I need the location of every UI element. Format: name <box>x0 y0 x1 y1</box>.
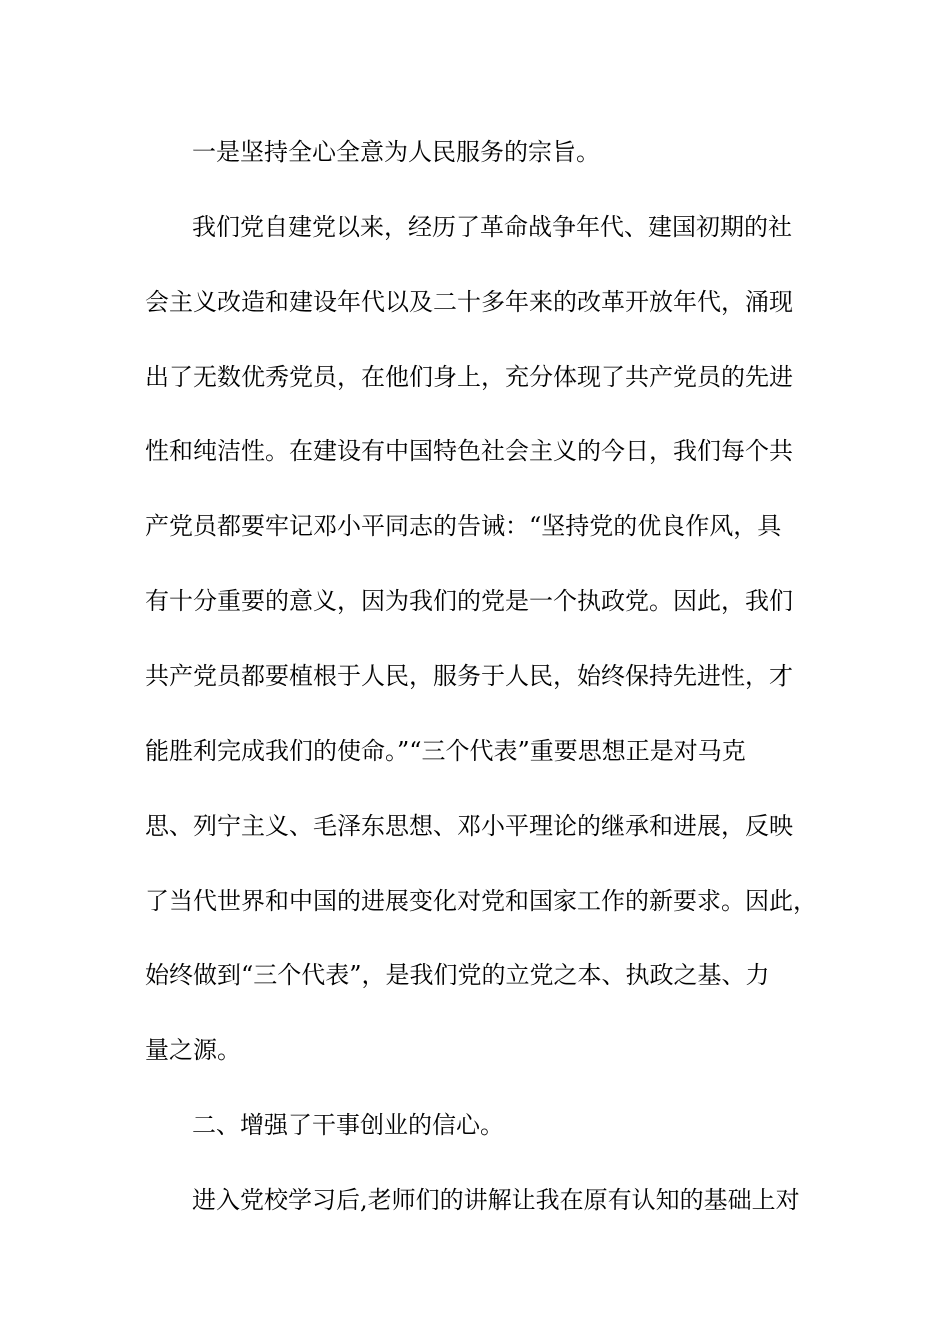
text-line: 会主义改造和建设年代以及二十多年来的改革开放年代，涌现 <box>145 288 793 316</box>
text-line: 量之源。 <box>145 1036 241 1064</box>
text-line: 能胜利完成我们的使命。”“三个代表”重要思想正是对马克 <box>145 737 746 765</box>
text-line: 思、列宁主义、毛泽东思想、邓小平理论的继承和进展，反映 <box>145 812 793 840</box>
paragraph-heading-2: 二、增强了干事创业的信心。 <box>192 1111 504 1139</box>
text-line: 进入党校学习后,老师们的讲解让我在原有认知的基础上对 <box>192 1186 800 1214</box>
text-line: 性和纯洁性。在建设有中国特色社会主义的今日，我们每个共 <box>145 437 793 465</box>
text-line: 共产党员都要植根于人民，服务于人民，始终保持先进性，才 <box>145 662 793 690</box>
text-line: 产党员都要牢记邓小平同志的告诫：“坚持党的优良作风，具 <box>145 512 782 540</box>
text-line: 始终做到“三个代表”，是我们党的立党之本、执政之基、力 <box>145 961 770 989</box>
text-line: 有十分重要的意义，因为我们的党是一个执政党。因此，我们 <box>145 587 793 615</box>
text-line: 了当代世界和中国的进展变化对党和国家工作的新要求。因此， <box>145 887 817 915</box>
paragraph-heading-1: 一是坚持全心全意为人民服务的宗旨。 <box>192 138 600 166</box>
text-line: 我们党自建党以来，经历了革命战争年代、建国初期的社 <box>192 213 792 241</box>
text-line: 出了无数优秀党员，在他们身上，充分体现了共产党员的先进 <box>145 363 793 391</box>
